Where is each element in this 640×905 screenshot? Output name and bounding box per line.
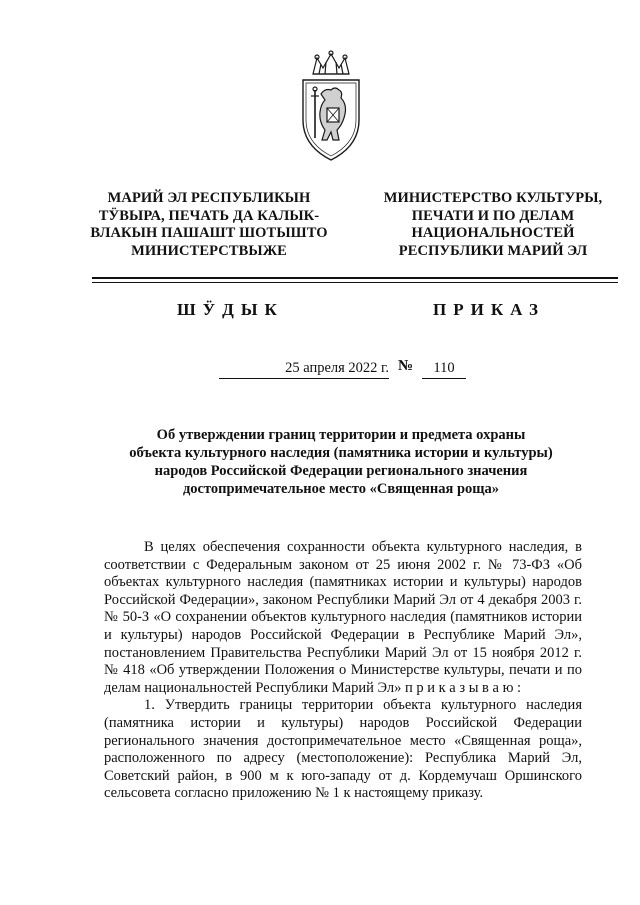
header-right-line: НАЦИОНАЛЬНОСТЕЙ [411, 225, 575, 241]
order-number: 110 [422, 360, 466, 379]
doc-type-mari: ШӰДЫК [177, 300, 284, 319]
title-line: достопримечательное место «Священная роща» [182, 481, 500, 497]
header-right-line: МИНИСТЕРСТВО КУЛЬТУРЫ, [383, 190, 603, 206]
ministry-name-mari [84, 190, 334, 260]
order-date: 25 апреля 2022 г. [219, 360, 389, 379]
document-title [104, 426, 578, 498]
title-line: народов Российской Федерации регионального значения [154, 463, 528, 479]
doc-type-russian: ПРИКАЗ [433, 300, 545, 319]
header-left-line: ТӰВЫРА, ПЕЧАТЬ ДА КАЛЫК- [98, 207, 320, 224]
header-divider-thick [92, 277, 618, 279]
body-paragraph: 1. Утвердить границы территории объекта культурного наследия (памятника истории и культуры) народов Российской Федерации регионального значения достопримечательное место «Священная роща», расположенного по адресу (местоположение): Республика Марий Эл, Советский район, в 900 м к юго-западу от д. Кордемучаш Оршинского сельсовета согласно приложению № 1 к настоящему приказу. [104, 697, 582, 802]
header-right-line: РЕСПУБЛИКИ МАРИЙ ЭЛ [398, 242, 588, 259]
ministry-name-russian [368, 190, 618, 260]
number-sign: № [398, 358, 414, 374]
document-body [104, 539, 582, 803]
title-line: Об утверждении границ территории и предмета охраны [156, 427, 526, 443]
header-left-line: МИНИСТЕРСТВЫЖЕ [131, 242, 287, 259]
body-paragraph: В целях обеспечения сохранности объекта культурного наследия, в соответствии с Федеральным законом от 25 июня 2002 г. № 73-ФЗ «Об объектах культурного наследия (памятниках истории и культуры) народов Российской Федерации», законом Республики Марий Эл от 4 декабря 2003 г. № 50-З «О сохранении объектов культурного наследия (памятников истории и культуры) народов Российской Федерации в Республике Марий Эл», постановлением Правительства Республики Марий Эл от 15 ноября 2012 г. № 418 «Об утверждении Положения о Министерстве культуры, печати и по делам национальностей Республики Марий Эл» п р и к а з ы в а ю : [104, 539, 582, 696]
header-divider-thin [92, 282, 618, 283]
title-line: объекта культурного наследия (памятника истории и культуры) [129, 445, 553, 461]
header-left-line: МАРИЙ ЭЛ РЕСПУБЛИКЫН [107, 190, 311, 206]
header-left-line: ВЛАКЫН ПАШАШТ ШОТЫШТО [90, 225, 328, 241]
coat-of-arms-icon [295, 50, 367, 165]
header-right-line: ПЕЧАТИ И ПО ДЕЛАМ [411, 207, 575, 224]
